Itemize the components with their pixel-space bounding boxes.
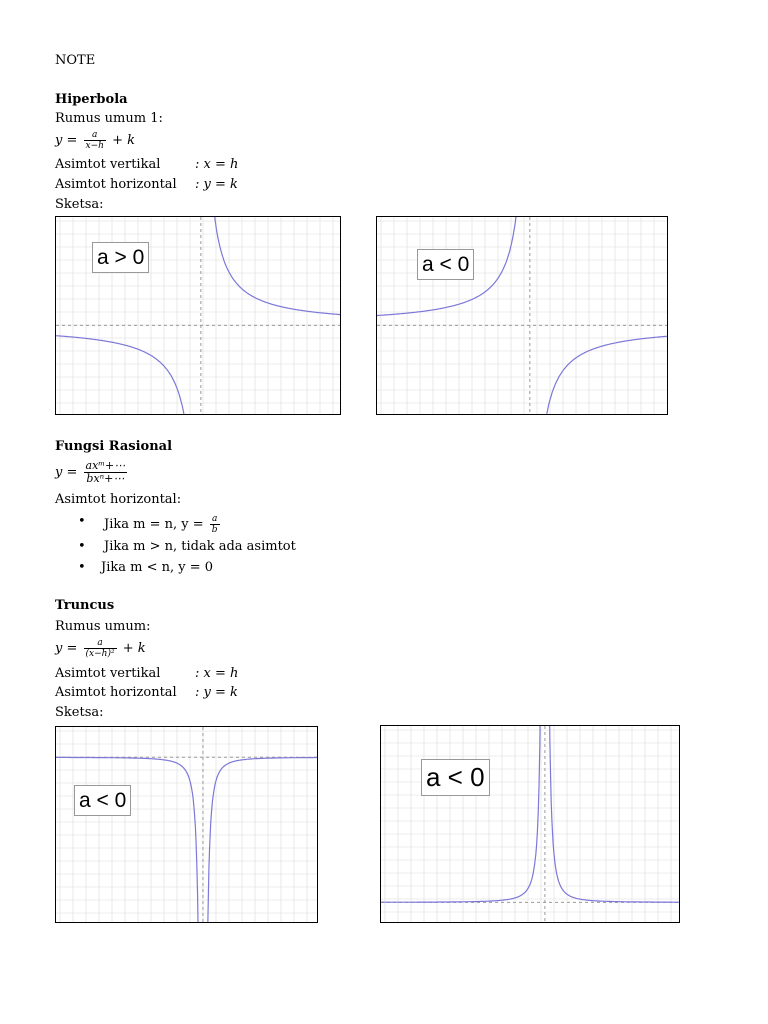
hiperbola-plot-negative	[376, 216, 668, 415]
p4-svg	[381, 726, 679, 922]
truncus-vertical-asymptote: Asimtot vertikal : x = h	[55, 666, 239, 681]
plot-label: a < 0	[421, 759, 490, 796]
rasional-ha-label: Asimtot horizontal:	[55, 492, 182, 507]
rasional-formula: y = $\frac{\text{axᵐ+⋯}}{\text{bxⁿ+⋯}}$	[55, 459, 126, 485]
curve-branch-2	[531, 336, 667, 414]
plot-label: a < 0	[417, 249, 474, 280]
hiperbola-sketch-label: Sketsa:	[55, 197, 104, 212]
hiperbola-plot-positive	[55, 216, 341, 415]
truncus-formula: y = $\frac{a}{\text{(x−h)²}}$ + k	[55, 638, 146, 659]
truncus-plot-1	[55, 726, 318, 923]
truncus-plot-2	[380, 725, 680, 923]
curve-branch-2	[204, 758, 317, 923]
truncus-formula-label: Rumus umum:	[55, 619, 151, 634]
note-heading: NOTE	[55, 53, 96, 68]
rasional-item-2: Jika m > n, tidak ada asimtot	[104, 539, 296, 554]
rasional-bullet-3: •	[78, 560, 86, 575]
rasional-bullet-2: •	[78, 539, 86, 554]
hiperbola-horizontal-asymptote: Asimtot horizontal : y = k	[55, 177, 238, 192]
rasional-title: Fungsi Rasional	[55, 439, 173, 454]
curve-branch-1	[56, 757, 202, 922]
p2-svg	[377, 217, 667, 414]
hiperbola-formula: y = $\frac{a}{x-h}$ + k	[55, 130, 135, 151]
p3-svg	[56, 727, 317, 922]
rasional-item-3: Jika m < n, y = 0	[101, 560, 214, 575]
hiperbola-formula-label: Rumus umum 1:	[55, 111, 163, 126]
hiperbola-title: Hiperbola	[55, 92, 128, 107]
rasional-item-1: Jika m = n, y = $\frac{a}{b}$	[104, 514, 218, 535]
curve-branch-1	[381, 726, 544, 902]
curve-branch-2	[546, 726, 679, 902]
truncus-horizontal-asymptote: Asimtot horizontal : y = k	[55, 685, 238, 700]
rasional-bullet-1: •	[78, 514, 86, 529]
plot-label: a < 0	[74, 785, 131, 816]
curve-branch-1	[56, 336, 200, 414]
hiperbola-vertical-asymptote: Asimtot vertikal : x = h	[55, 157, 239, 172]
truncus-title: Truncus	[55, 598, 115, 613]
curve-branch-2	[202, 217, 340, 315]
plot-label: a > 0	[92, 242, 149, 273]
truncus-sketch-label: Sketsa:	[55, 705, 104, 720]
